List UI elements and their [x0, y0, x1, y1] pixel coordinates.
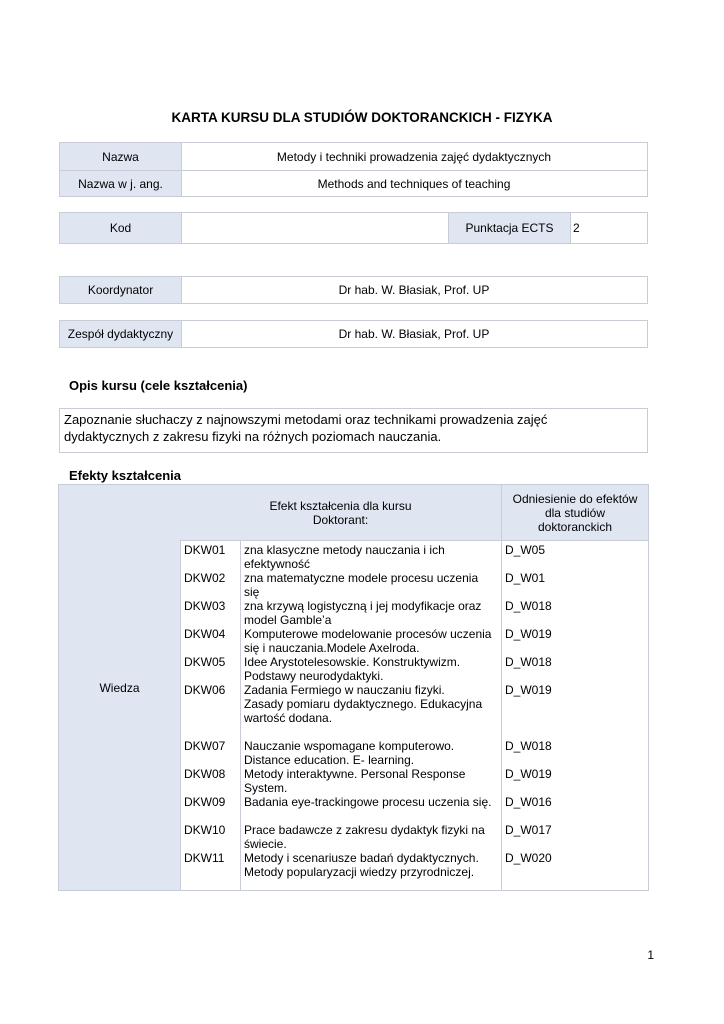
description-line: Zapoznanie słuchaczy z najnowszymi metodami oraz technikami prowadzenia zajęć [64, 412, 548, 427]
document-title: KARTA KURSU DLA STUDIÓW DOKTORANCKICH - FIZYKA [171, 110, 553, 125]
effect-code: DKW09 [184, 795, 226, 809]
effect-reference: D_W01 [505, 571, 546, 585]
effect-text: Komputerowe modelowanie procesów uczenia się i nauczania.Modele Axelroda. [244, 627, 492, 655]
effect-text: Badania eye-trackingowe procesu uczenia się. [244, 795, 492, 809]
effect-reference: D_W020 [505, 851, 552, 865]
name-table [59, 142, 648, 197]
coordinator-label: Koordynator [60, 277, 182, 303]
effect-code: DKW06 [184, 683, 226, 697]
effects-header-line: Efekt kształcenia dla kursu [269, 498, 412, 513]
name-en-value: Methods and techniques of teaching [181, 170, 647, 196]
description-line: dydaktycznych z zakresu fizyki na różnych poziomach nauczania. [64, 429, 442, 444]
team-value: Dr hab. W. Błasiak, Prof. UP [338, 327, 490, 341]
name-en-label: Nazwa w j. ang. [60, 170, 182, 196]
effect-code: DKW03 [184, 599, 226, 613]
effect-reference: D_W019 [505, 627, 552, 641]
effect-text: Metody i scenariusze badań dydaktycznych. Metody popularyzacji wiedzy przyrodniczej. [244, 851, 479, 879]
effect-reference: D_W016 [505, 795, 552, 809]
effects-heading: Efekty kształcenia [69, 468, 182, 483]
effect-reference: D_W018 [505, 655, 552, 669]
code-value [181, 213, 448, 243]
effect-code: DKW04 [184, 627, 226, 641]
name-label: Nazwa [60, 143, 182, 170]
effect-reference: D_W018 [505, 739, 552, 753]
reference-column-header: Odniesienie do efektów dla studiów doktoranckich [502, 485, 648, 541]
effect-reference: D_W017 [505, 823, 552, 837]
name-value: Metody i techniki prowadzenia zajęć dydaktycznych [276, 149, 552, 164]
ects-value: 2 [573, 221, 580, 235]
code-ects-table [59, 212, 648, 244]
effect-code: DKW08 [184, 767, 226, 781]
effect-text: zna klasyczne metody nauczania i ich efektywność [244, 543, 445, 571]
effect-text: Zadania Fermiego w nauczaniu fizyki. Zasady pomiaru dydaktycznego. Edukacyjna wartość dodana. [244, 683, 483, 725]
effect-text: Idee Arystotelesowskie. Konstruktywizm. Podstawy neurodydaktyki. [244, 655, 461, 683]
effect-code: DKW10 [184, 823, 226, 837]
effect-reference: D_W018 [505, 599, 552, 613]
coordinator-value: Dr hab. W. Błasiak, Prof. UP [338, 283, 490, 297]
description-box [59, 408, 648, 453]
column-divider [240, 541, 241, 890]
description-heading: Opis kursu (cele kształcenia) [69, 378, 248, 393]
effect-text: Prace badawcze z zakresu dydaktyk fizyki na świecie. [244, 823, 485, 851]
effect-text: Nauczanie wspomagane komputerowo. Distance education. E- learning. [244, 739, 455, 767]
effect-code: DKW02 [184, 571, 226, 585]
page-number: 1 [647, 948, 654, 962]
effect-code: DKW11 [184, 851, 225, 865]
effect-code: DKW07 [184, 739, 226, 753]
effect-text: zna krzywą logistyczną i jej modyfikacje oraz model Gamble’a [244, 599, 482, 627]
effect-text: zna matematyczne modele procesu uczenia się [244, 571, 479, 599]
team-table [59, 320, 648, 348]
effect-reference: D_W019 [505, 683, 552, 697]
effects-column-header [180, 485, 502, 541]
category-cell: Wiedza [59, 485, 181, 890]
effect-reference: D_W019 [505, 767, 552, 781]
effect-reference: D_W05 [505, 543, 546, 557]
effects-header-line: Doktorant: [312, 512, 369, 527]
effects-table [58, 484, 649, 891]
code-label: Kod [60, 213, 182, 243]
effect-text: Metody interaktywne. Personal Response System. [244, 767, 466, 795]
coordinator-table [59, 276, 648, 304]
effect-code: DKW05 [184, 655, 226, 669]
effect-code: DKW01 [184, 543, 226, 557]
team-label: Zespół dydaktyczny [60, 321, 182, 347]
ects-label: Punktacja ECTS [448, 213, 571, 243]
